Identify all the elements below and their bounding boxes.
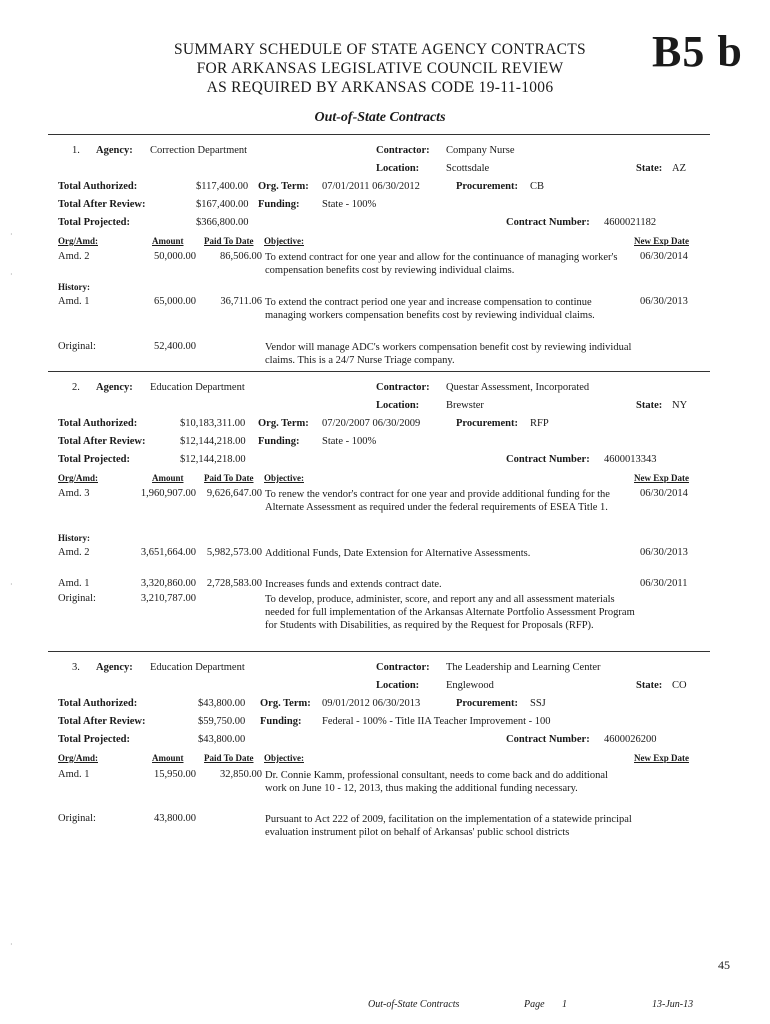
funding-label: Funding: [258, 199, 300, 210]
row-objective: Increases funds and extends contract date. [265, 579, 442, 590]
page-number: 45 [718, 958, 730, 972]
org-term-label: Org. Term: [258, 181, 309, 192]
row-paid-to-date: 32,850.00 [220, 769, 262, 780]
col-paid-header: Paid To Date [204, 236, 254, 246]
contract-number-label: Contract Number: [506, 217, 590, 228]
total-projected-label: Total Projected: [58, 734, 131, 745]
history-label: History: [58, 533, 90, 543]
footer-page-label: Page [524, 999, 545, 1010]
contract-number-index: 2. [72, 382, 80, 393]
row-amount: 15,950.00 [154, 769, 196, 780]
divider [48, 371, 710, 372]
col-new-exp-header: New Exp Date [634, 753, 689, 763]
row-org-amd: Original: [58, 341, 96, 352]
contractor-label: Contractor: [376, 662, 430, 673]
state-value: CO [672, 680, 687, 691]
state-value: AZ [672, 163, 686, 174]
col-paid-header: Paid To Date [204, 473, 254, 483]
row-org-amd: Amd. 2 [58, 251, 90, 262]
agency-value: Correction Department [150, 145, 248, 156]
row-amount: 65,000.00 [154, 296, 196, 307]
row-paid-to-date: 86,506.00 [220, 251, 262, 262]
footer-date: 13-Jun-13 [652, 999, 694, 1010]
row-objective: Dr. Connie Kamm, professional consultant, needs to come back and do additional work on June 10 - 12, 2013, thus making the additional funding necessary. [265, 770, 608, 794]
col-objective-header: Objective: [264, 473, 304, 483]
agency-value: Education Department [150, 382, 245, 393]
divider [48, 651, 710, 652]
procurement-label: Procurement: [456, 698, 519, 709]
row-amount: 52,400.00 [154, 341, 196, 352]
row-paid-to-date: 5,982,573.00 [206, 547, 262, 558]
location-value: Brewster [446, 400, 484, 411]
row-new-exp-date: 06/30/2014 [640, 251, 688, 262]
row-paid-to-date: 36,711.06 [220, 296, 262, 307]
procurement-value: SSJ [530, 698, 546, 709]
row-objective: To develop, produce, administer, score, and report any and all assessment materials needed for full implementation of the Arkansas Alternate Portfolio Assessment Program for Students with Disabilities, as required by the Request for Proposals (RFP). [265, 594, 635, 631]
col-org-amd-header: Org/Amd: [58, 753, 98, 763]
row-paid-to-date: 2,728,583.00 [206, 578, 262, 589]
report-subtitle: Out-of-State Contracts [314, 110, 446, 125]
row-amount: 3,210,787.00 [140, 593, 196, 604]
location-label: Location: [376, 400, 420, 411]
row-amount: 3,651,664.00 [140, 547, 196, 558]
col-paid-header: Paid To Date [204, 753, 254, 763]
contract-number-index: 1. [72, 145, 80, 156]
procurement-label: Procurement: [456, 418, 519, 429]
row-objective: Additional Funds, Date Extension for Alternative Assessments. [265, 548, 531, 559]
row-amount: 1,960,907.00 [140, 488, 196, 499]
total-after-review-value: $59,750.00 [198, 716, 246, 727]
row-objective: To extend the contract period one year and increase compensation to continue managing workers compensation benefits cost by reviewing individual claims. [265, 297, 595, 321]
col-org-amd-header: Org/Amd: [58, 473, 98, 483]
divider [48, 134, 710, 135]
col-amount-header: Amount [152, 753, 184, 763]
total-projected-label: Total Projected: [58, 217, 131, 228]
state-label: State: [636, 400, 663, 411]
col-objective-header: Objective: [264, 753, 304, 763]
exhibit-badge: B5 b [652, 27, 743, 76]
funding-value: State - 100% [322, 199, 377, 210]
row-objective: To renew the vendor's contract for one year and provide additional funding for the Alternate Assessment as required under the federal requirements of ESEA Title 1. [265, 489, 610, 513]
org-term-value: 07/01/2011 06/30/2012 [322, 181, 420, 192]
col-objective-header: Objective: [264, 236, 304, 246]
report-title-line-3: AS REQUIRED BY ARKANSAS CODE 19-11-1006 [206, 79, 554, 96]
row-amount: 50,000.00 [154, 251, 196, 262]
total-after-review-value: $12,144,218.00 [180, 436, 246, 447]
org-term-label: Org. Term: [260, 698, 311, 709]
row-org-amd: Amd. 1 [58, 578, 90, 589]
location-value: Englewood [446, 680, 494, 691]
total-authorized-label: Total Authorized: [58, 181, 138, 192]
funding-label: Funding: [258, 436, 300, 447]
row-org-amd: Amd. 1 [58, 296, 90, 307]
row-org-amd: Amd. 3 [58, 488, 90, 499]
total-projected-value: $366,800.00 [196, 217, 249, 228]
contractor-label: Contractor: [376, 382, 430, 393]
contract-number-index: 3. [72, 662, 80, 673]
agency-label: Agency: [96, 145, 133, 156]
procurement-label: Procurement: [456, 181, 519, 192]
scan-mark: · [10, 580, 13, 589]
funding-value: State - 100% [322, 436, 377, 447]
total-projected-value: $43,800.00 [198, 734, 246, 745]
contract-number-value: 4600026200 [604, 734, 657, 745]
row-new-exp-date: 06/30/2011 [640, 578, 688, 589]
col-org-amd-header: Org/Amd: [58, 236, 98, 246]
footer-page-num: 1 [562, 999, 567, 1010]
col-new-exp-header: New Exp Date [634, 473, 689, 483]
contract-number-label: Contract Number: [506, 454, 590, 465]
col-amount-header: Amount [152, 473, 184, 483]
contractor-value: The Leadership and Learning Center [446, 662, 601, 673]
total-authorized-value: $117,400.00 [196, 181, 249, 192]
scan-mark: · [10, 270, 13, 279]
row-org-amd: Original: [58, 593, 96, 604]
row-org-amd: Amd. 1 [58, 769, 90, 780]
agency-label: Agency: [96, 662, 133, 673]
procurement-value: RFP [530, 418, 549, 429]
row-objective: Vendor will manage ADC's workers compensation benefit cost by reviewing individual claims. This is a 24/7 Nurse Triage company. [265, 342, 632, 366]
row-new-exp-date: 06/30/2014 [640, 488, 688, 499]
scan-mark: · [10, 230, 13, 239]
col-amount-header: Amount [152, 236, 184, 246]
row-paid-to-date: 9,626,647.00 [206, 488, 262, 499]
state-label: State: [636, 163, 663, 174]
total-projected-label: Total Projected: [58, 454, 131, 465]
row-org-amd: Amd. 2 [58, 547, 90, 558]
row-new-exp-date: 06/30/2013 [640, 547, 688, 558]
contract-number-label: Contract Number: [506, 734, 590, 745]
contract-number-value: 4600021182 [604, 217, 657, 228]
history-label: History: [58, 282, 90, 292]
agency-value: Education Department [150, 662, 245, 673]
row-amount: 3,320,860.00 [140, 578, 196, 589]
total-authorized-value: $43,800.00 [198, 698, 246, 709]
report-title-line-2: FOR ARKANSAS LEGISLATIVE COUNCIL REVIEW [196, 60, 564, 77]
funding-value: Federal - 100% - Title IIA Teacher Improvement - 100 [322, 716, 551, 727]
contract-number-value: 4600013343 [604, 454, 657, 465]
total-after-review-label: Total After Review: [58, 199, 146, 210]
total-authorized-label: Total Authorized: [58, 698, 138, 709]
procurement-value: CB [530, 181, 545, 192]
location-value: Scottsdale [446, 163, 490, 174]
total-authorized-value: $10,183,311.00 [180, 418, 246, 429]
total-after-review-label: Total After Review: [58, 436, 146, 447]
row-objective: Pursuant to Act 222 of 2009, facilitation on the implementation of a statewide principal evaluation instrument pilot on behalf of Arkansas' public school districts [265, 814, 632, 838]
org-term-label: Org. Term: [258, 418, 309, 429]
contractor-value: Questar Assessment, Incorporated [446, 382, 590, 393]
scan-mark: · [10, 940, 13, 949]
state-label: State: [636, 680, 663, 691]
org-term-value: 07/20/2007 06/30/2009 [322, 418, 421, 429]
footer-section: Out-of-State Contracts [368, 999, 460, 1010]
funding-label: Funding: [260, 716, 302, 727]
row-amount: 43,800.00 [154, 813, 196, 824]
contractor-label: Contractor: [376, 145, 430, 156]
total-after-review-value: $167,400.00 [196, 199, 249, 210]
total-authorized-label: Total Authorized: [58, 418, 138, 429]
state-value: NY [672, 400, 688, 411]
location-label: Location: [376, 163, 420, 174]
org-term-value: 09/01/2012 06/30/2013 [322, 698, 421, 709]
total-projected-value: $12,144,218.00 [180, 454, 246, 465]
location-label: Location: [376, 680, 420, 691]
agency-label: Agency: [96, 382, 133, 393]
col-new-exp-header: New Exp Date [634, 236, 689, 246]
row-objective: To extend contract for one year and allow for the continuance of managing worker's compensation benefits cost by reviewing individual claims. [265, 252, 618, 276]
row-org-amd: Original: [58, 813, 96, 824]
contractor-value: Company Nurse [446, 145, 515, 156]
total-after-review-label: Total After Review: [58, 716, 146, 727]
row-new-exp-date: 06/30/2013 [640, 296, 688, 307]
report-title-line-1: SUMMARY SCHEDULE OF STATE AGENCY CONTRACTS [174, 41, 586, 58]
